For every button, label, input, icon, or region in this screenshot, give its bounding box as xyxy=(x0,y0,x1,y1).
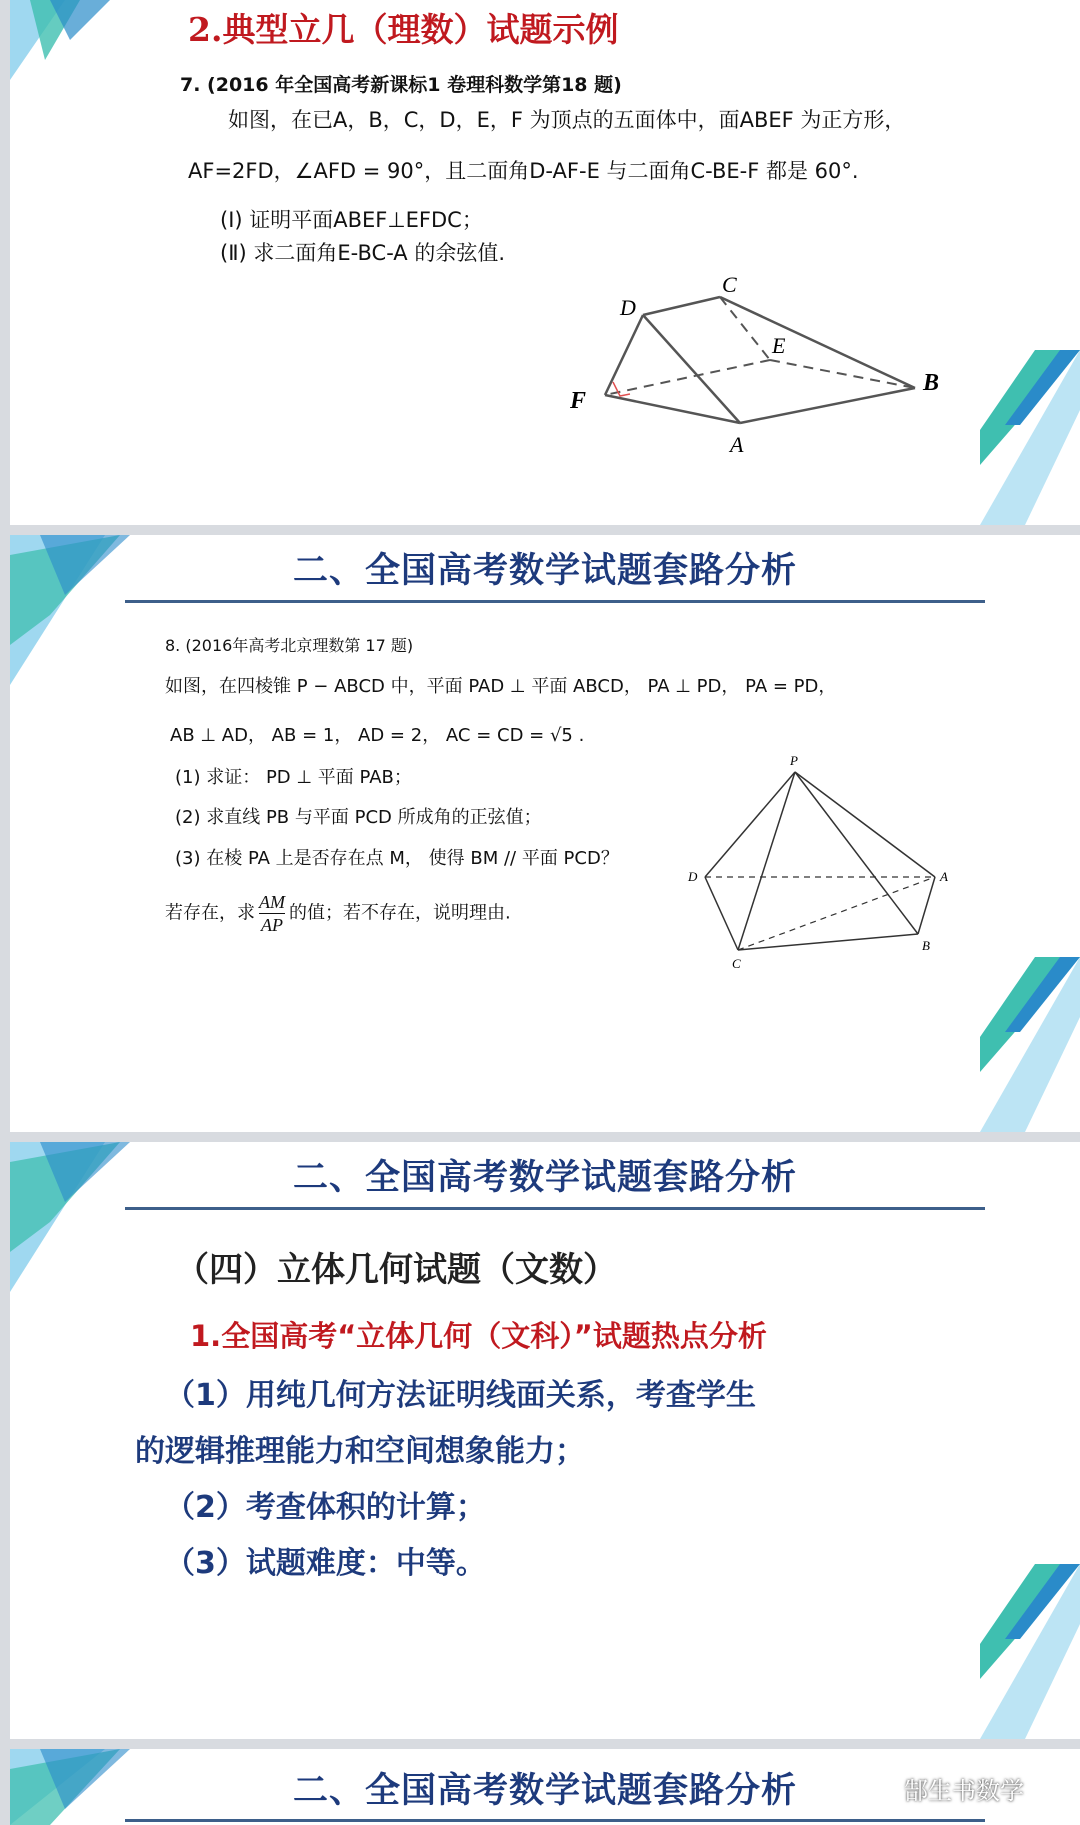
question-part-2: (Ⅱ) 求二面角E-BC-A 的余弦值. xyxy=(220,241,506,265)
corner-decoration xyxy=(960,957,1080,1132)
watermark xyxy=(870,1771,1024,1806)
question-part-3: (3) 在棱 PA 上是否存在点 M， 使得 BM // 平面 PCD？ xyxy=(175,848,619,869)
problem-header: 7. (2016 年全国高考新课标1 卷理科数学第18 题) xyxy=(180,74,622,96)
label-d: D xyxy=(620,295,636,320)
problem-line-2: AF=2FD，∠AFD = 90°，且二面角D-AF-E 与二面角C-BE-F 都是 60°. xyxy=(188,159,859,183)
label-b: B xyxy=(923,370,940,396)
pyramid-figure xyxy=(670,750,970,990)
pentahedron-figure xyxy=(560,270,960,470)
slide-2 xyxy=(10,535,1080,1132)
question-part-2: (2) 求直线 PB 与平面 PCD 所成角的正弦值； xyxy=(175,807,542,828)
question-part-1: (1) 求证： PD ⊥ 平面 PAB； xyxy=(175,767,412,788)
header-divider xyxy=(125,1207,985,1210)
header-divider xyxy=(125,1819,985,1822)
label-p: P xyxy=(790,753,798,768)
label-c: C xyxy=(722,272,737,297)
problem-last-line xyxy=(165,891,511,936)
hotspot-item-1b: 的逻辑推理能力和空间想象能力； xyxy=(135,1434,585,1469)
hotspot-item-1a: （1）用纯几何方法证明线面关系，考查学生 xyxy=(165,1378,756,1413)
fraction-am-ap xyxy=(259,891,285,936)
wechat-icon xyxy=(870,1780,900,1804)
label-d: D xyxy=(688,869,698,884)
label-a: A xyxy=(940,869,948,884)
label-c: C xyxy=(732,956,741,971)
label-e: E xyxy=(772,333,786,358)
slide-header-title: 二、全国高考数学试题套路分析 xyxy=(292,1158,797,1198)
header-divider xyxy=(125,600,985,603)
fraction-numerator: AM xyxy=(259,892,285,912)
last-line-after: 的值；若不存在，说明理由. xyxy=(289,902,511,924)
hotspot-item-3: （3）试题难度：中等。 xyxy=(165,1546,486,1581)
problem-line-1: 如图，在四棱锥 P − ABCD 中，平面 PAD ⊥ 平面 ABCD， PA ⊥ PD， PA = PD， xyxy=(165,676,837,697)
fraction-denominator: AP xyxy=(261,915,283,935)
hotspot-item-2: （2）考查体积的计算； xyxy=(165,1490,486,1525)
section-subtitle: （四）立体几何试题（文数） xyxy=(175,1250,617,1290)
corner-decoration xyxy=(10,0,130,100)
section-title: 2.典型立几（理数）试题示例 xyxy=(188,10,619,49)
corner-decoration xyxy=(960,350,1080,525)
corner-decoration xyxy=(960,1564,1080,1739)
slide-1 xyxy=(10,0,1080,525)
label-f: F xyxy=(570,388,587,414)
question-part-1: (Ⅰ) 证明平面ABEF⊥EFDC； xyxy=(220,208,483,232)
slide-4 xyxy=(10,1749,1080,1825)
problem-line-2: AB ⊥ AD， AB = 1， AD = 2， AC = CD = √5 . xyxy=(170,725,585,746)
watermark-text: 郜生书数学 xyxy=(904,1777,1024,1805)
hotspot-title: 1.全国高考“立体几何（文科）”试题热点分析 xyxy=(190,1319,767,1353)
last-line-before: 若存在，求 xyxy=(165,902,255,924)
label-b: B xyxy=(922,938,930,953)
slide-header-title: 二、全国高考数学试题套路分析 xyxy=(292,1771,797,1811)
slide-header-title: 二、全国高考数学试题套路分析 xyxy=(292,551,797,591)
problem-line-1: 如图，在已A，B，C，D，E，F 为顶点的五面体中，面ABEF 为正方形， xyxy=(228,108,906,132)
problem-header: 8. (2016年高考北京理数第 17 题) xyxy=(165,636,414,655)
label-a: A xyxy=(730,432,744,457)
slide-3 xyxy=(10,1142,1080,1739)
